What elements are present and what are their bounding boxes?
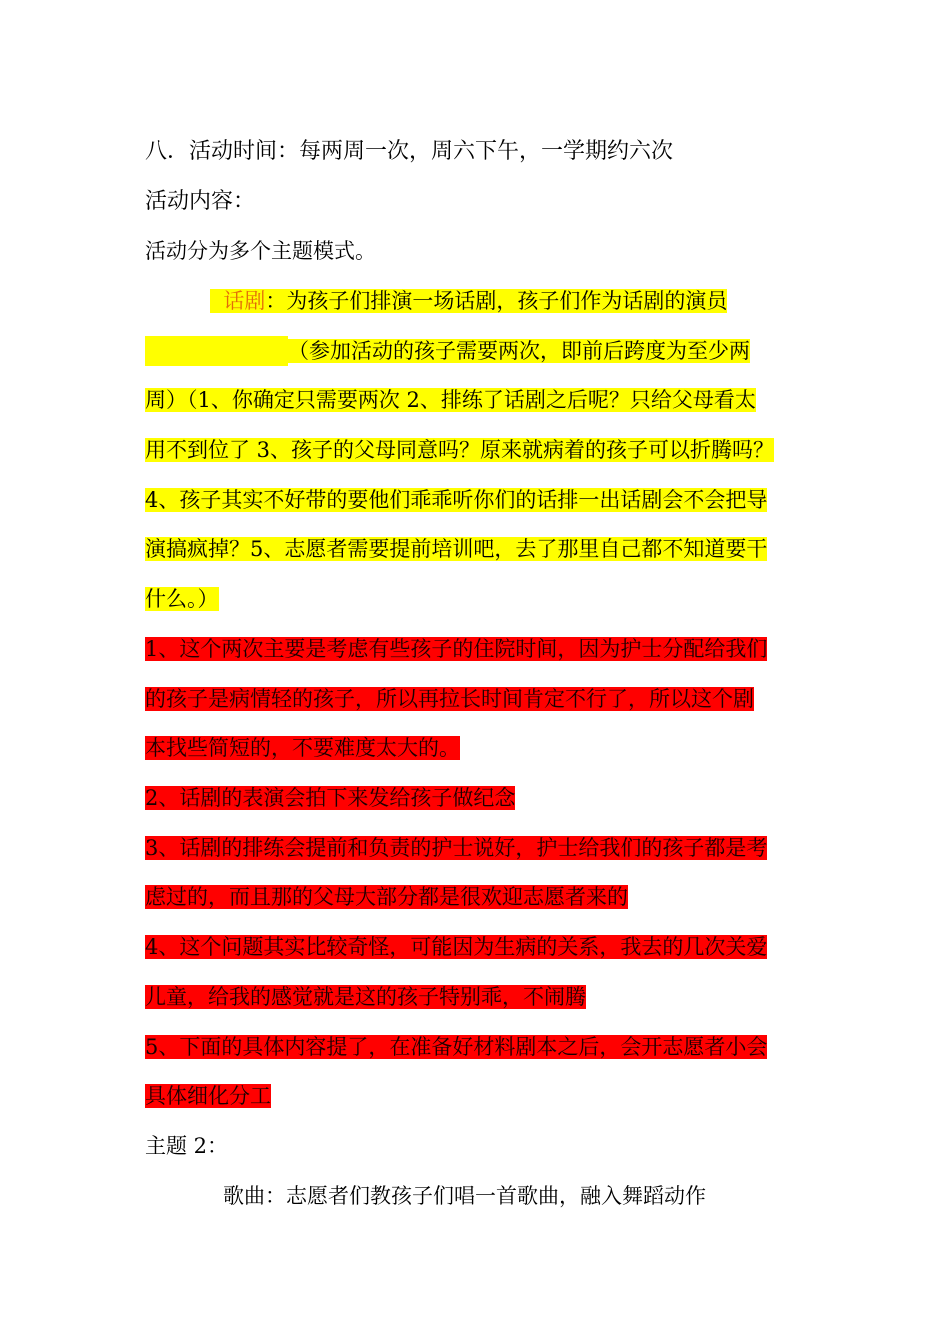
answer-text-3: 本找些简短的，不要难度太大的。	[145, 736, 460, 760]
song-paragraph: 歌曲：志愿者们教孩子们唱一首歌曲，融入舞蹈动作	[223, 1184, 706, 1208]
answer-text-10: 具体细化分工	[145, 1084, 271, 1108]
question-line-1	[145, 336, 750, 366]
answer-text-2: 的孩子是病情轻的孩子，所以再拉长时间肯定不行了，所以这个剧	[145, 687, 754, 711]
answer-line-4	[145, 783, 515, 813]
answer-text-1: 1、这个两次主要是考虑有些孩子的住院时间，因为护士分配给我们	[145, 637, 768, 661]
drama-highlight	[210, 289, 727, 313]
question-line-6	[145, 584, 219, 614]
question-text-5: 演搞疯掉？5、志愿者需要提前培训吧，去了那里自己都不知道要干	[145, 537, 768, 561]
question-text-1: （参加活动的孩子需要两次，即前后跨度为至少两	[288, 339, 750, 363]
drama-keyword: 话剧	[223, 289, 266, 313]
question-line-2	[145, 385, 756, 415]
answer-line-9	[145, 1032, 767, 1062]
question-text-6: 什么。）	[145, 587, 219, 611]
question-indent	[145, 336, 288, 366]
question-line-5	[145, 534, 767, 564]
answer-text-9: 5、下面的具体内容提了，在准备好材料剧本之后，会开志愿者小会	[145, 1035, 768, 1059]
answer-line-7	[145, 932, 767, 962]
answer-text-5: 3、话剧的排练会提前和负责的护士说好，护士给我们的孩子都是考	[145, 836, 768, 860]
heading-activity-content: 活动内容：	[145, 189, 256, 214]
intro-paragraph: 活动分为多个主题模式。	[145, 239, 376, 263]
question-text-4: 4、孩子其实不好带的要他们乖乖听你们的话排一出话剧会不会把导	[145, 488, 768, 512]
answer-text-8: 儿童，给我的感觉就是这的孩子特别乖，不闹腾	[145, 985, 586, 1009]
question-text-2: 周）（1、你确定只需要两次 2、排练了话剧之后呢？只给父母看太	[145, 388, 756, 412]
answer-line-3	[145, 733, 460, 763]
answer-text-4: 2、话剧的表演会拍下来发给孩子做纪念	[145, 786, 516, 810]
answer-text-6: 虑过的，而且那的父母大部分都是很欢迎志愿者来的	[145, 885, 628, 909]
answer-line-1	[145, 634, 767, 664]
answer-line-10	[145, 1081, 271, 1111]
drama-description: ：为孩子们排演一场话剧，孩子们作为话剧的演员	[265, 289, 728, 313]
answer-text-7: 4、这个问题其实比较奇怪，可能因为生病的关系，我去的几次关爱	[145, 935, 768, 959]
question-text-3: 用不到位了 3、孩子的父母同意吗？原来就病着的孩子可以折腾吗？	[145, 438, 775, 462]
answer-line-5	[145, 833, 767, 863]
heading-activity-time: 八．活动时间：每两周一次，周六下午，一学期约六次	[145, 139, 674, 164]
theme-2-label: 主题 2：	[145, 1134, 229, 1158]
answer-line-2	[145, 684, 754, 714]
question-line-3	[145, 435, 774, 465]
drama-line	[210, 286, 727, 316]
answer-line-6	[145, 882, 628, 912]
question-line-4	[145, 485, 767, 515]
answer-line-8	[145, 982, 586, 1012]
